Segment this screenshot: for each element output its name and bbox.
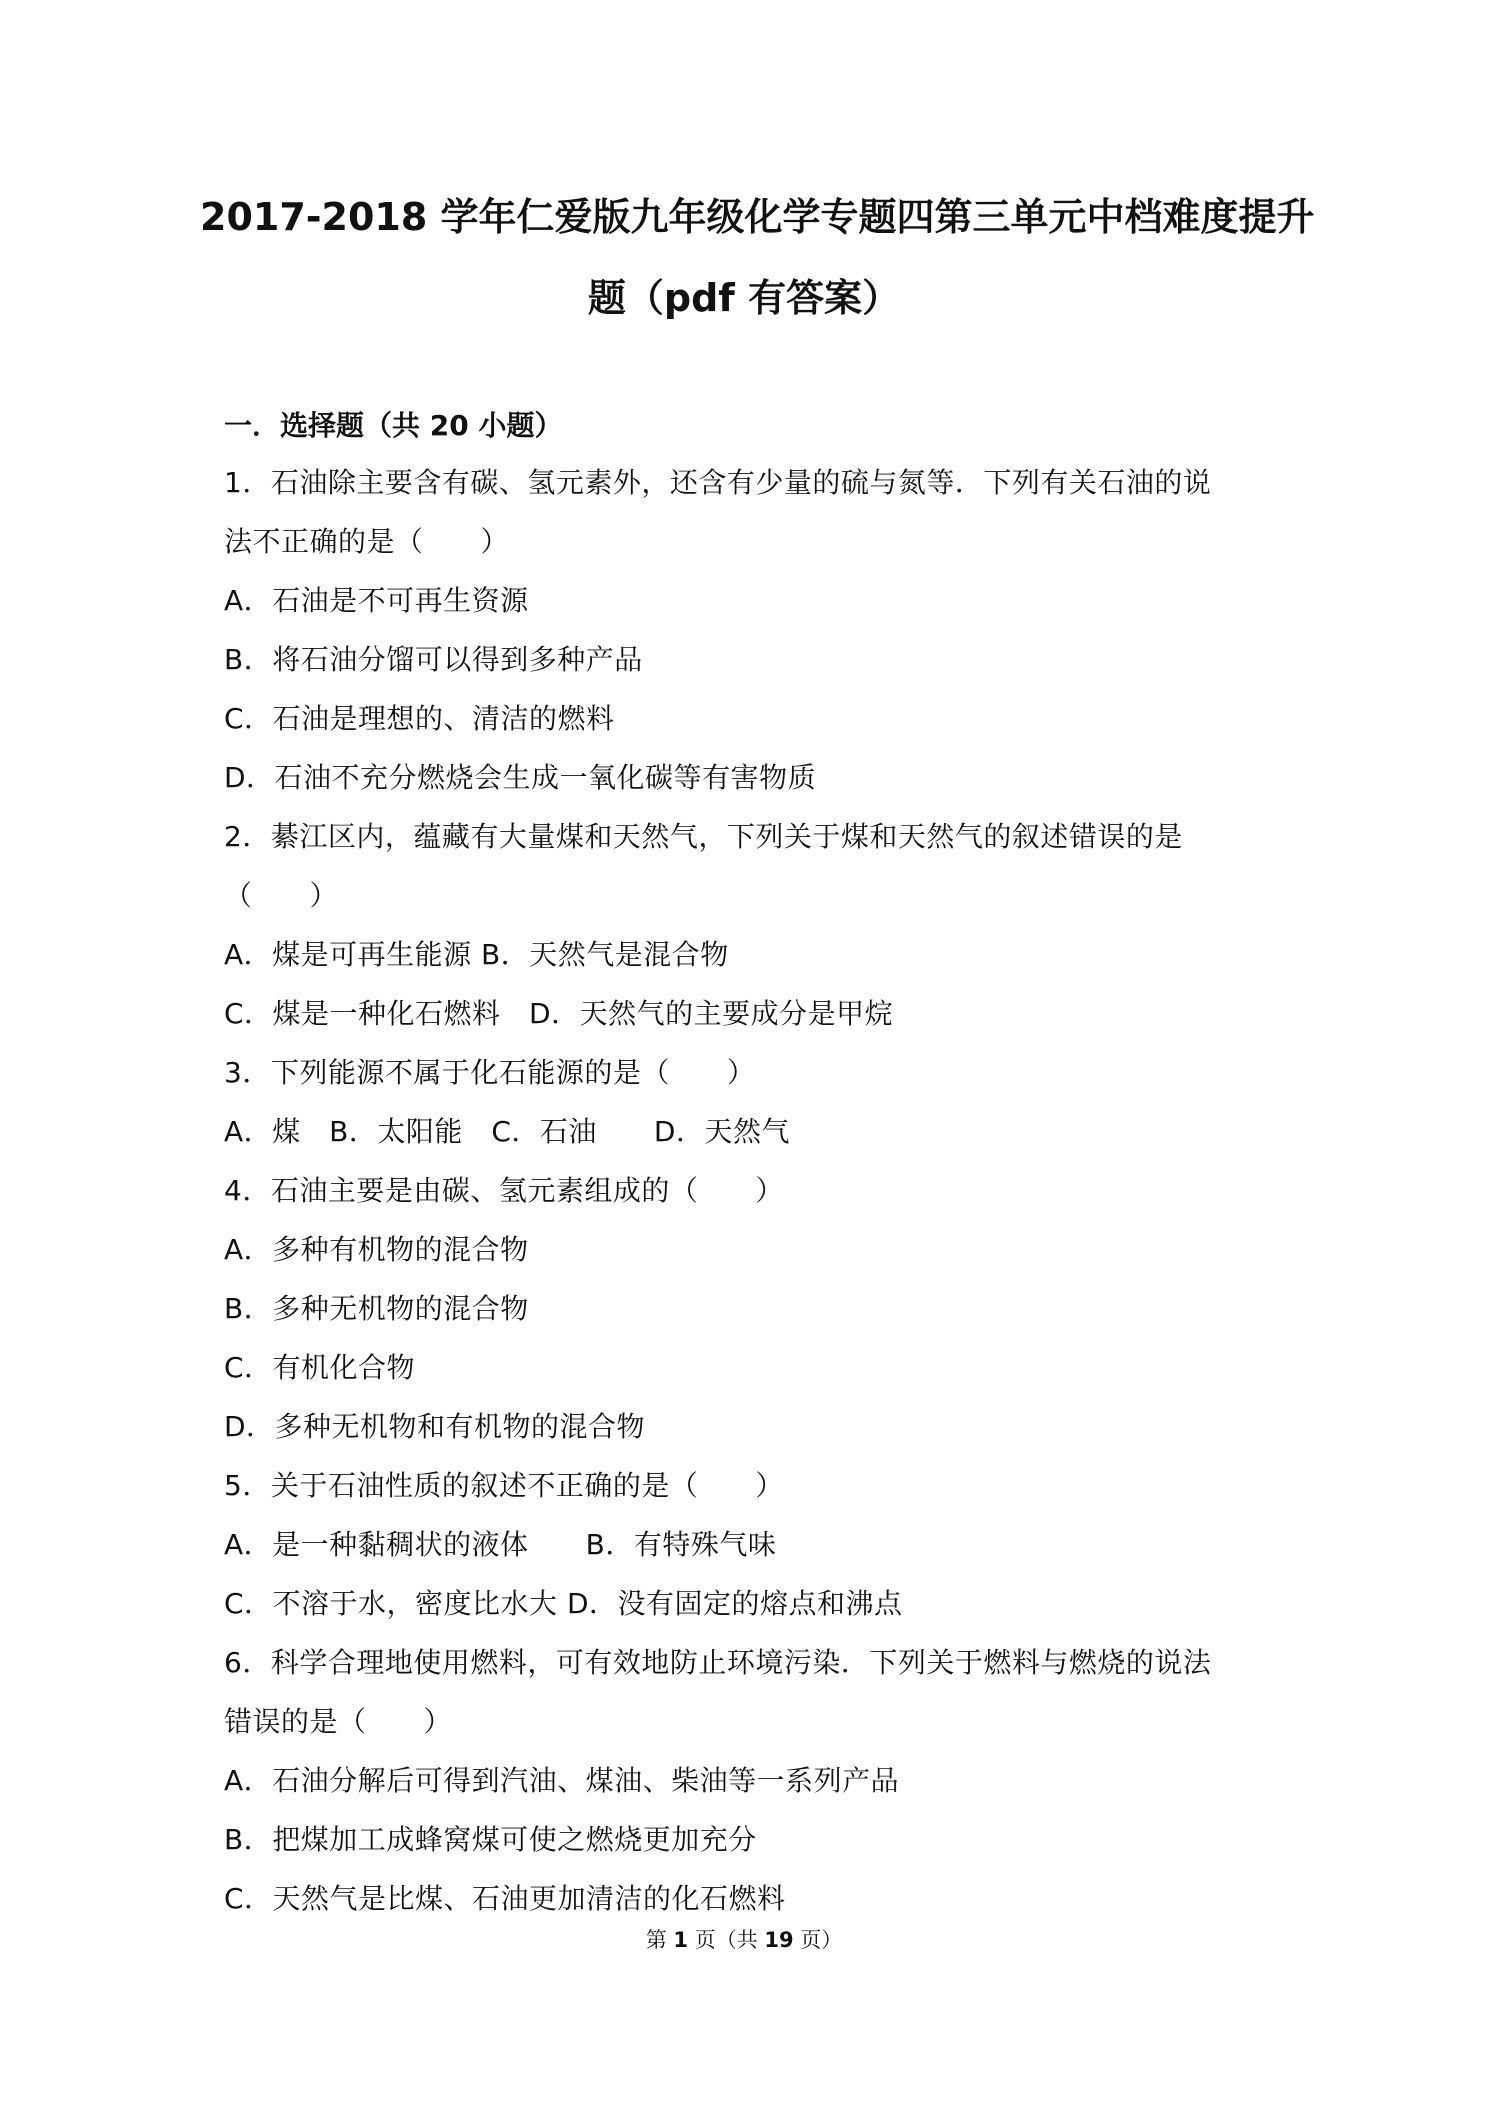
question-6-line-2: 错误的是（ ） bbox=[224, 1705, 453, 1738]
question-6-option-c: C．天然气是比煤、石油更加清洁的化石燃料 bbox=[224, 1882, 786, 1915]
question-2-line-2: （ ） bbox=[224, 879, 339, 912]
footer-total-pages: 19 bbox=[764, 1928, 794, 1952]
question-1-option-d: D．石油不充分燃烧会生成一氧化碳等有害物质 bbox=[224, 761, 817, 794]
question-1-line-2: 法不正确的是（ ） bbox=[224, 525, 510, 558]
footer-page-number: 1 bbox=[673, 1928, 689, 1952]
footer-prefix: 第 bbox=[645, 1928, 674, 1952]
question-3-options: A．煤 B．太阳能 C．石油 D．天然气 bbox=[224, 1115, 790, 1148]
footer-middle: 页（共 bbox=[688, 1928, 765, 1952]
question-3-line-1: 3．下列能源不属于化石能源的是（ ） bbox=[224, 1056, 756, 1089]
question-2-options-cd: C．煤是一种化石燃料 D．天然气的主要成分是甲烷 bbox=[224, 997, 894, 1030]
question-5-options-cd: C．不溶于水，密度比水大 D．没有固定的熔点和沸点 bbox=[224, 1587, 903, 1620]
question-5-line-1: 5．关于石油性质的叙述不正确的是（ ） bbox=[224, 1469, 784, 1502]
document-title-line-1: 2017-2018 学年仁爱版九年级化学专题四第三单元中档难度提升 bbox=[200, 195, 1315, 239]
question-1-option-c: C．石油是理想的、清洁的燃料 bbox=[224, 702, 615, 735]
document-title-line-2: 题（pdf 有答案） bbox=[587, 276, 901, 320]
question-1-line-1: 1．石油除主要含有碳、氢元素外，还含有少量的硫与氮等．下列有关石油的说 bbox=[224, 466, 1212, 499]
question-2-options-ab: A．煤是可再生能源 B．天然气是混合物 bbox=[224, 938, 729, 971]
question-6-option-a: A．石油分解后可得到汽油、煤油、柴油等一系列产品 bbox=[224, 1764, 900, 1797]
question-1-option-a: A．石油是不可再生资源 bbox=[224, 584, 529, 617]
question-6-line-1: 6．科学合理地使用燃料，可有效地防止环境污染．下列关于燃料与燃烧的说法 bbox=[224, 1646, 1212, 1679]
question-6-option-b: B．把煤加工成蜂窝煤可使之燃烧更加充分 bbox=[224, 1823, 757, 1856]
question-5-options-ab: A．是一种黏稠状的液体 B．有特殊气味 bbox=[224, 1528, 777, 1561]
question-4-option-d: D．多种无机物和有机物的混合物 bbox=[224, 1410, 646, 1443]
question-4-option-c: C．有机化合物 bbox=[224, 1351, 416, 1384]
question-1-option-b: B．将石油分馏可以得到多种产品 bbox=[224, 643, 643, 676]
question-2-line-1: 2．綦江区内，蕴藏有大量煤和天然气，下列关于煤和天然气的叙述错误的是 bbox=[224, 820, 1183, 853]
question-4-line-1: 4．石油主要是由碳、氢元素组成的（ ） bbox=[224, 1174, 784, 1207]
question-4-option-a: A．多种有机物的混合物 bbox=[224, 1233, 529, 1266]
page-footer bbox=[0, 1924, 1488, 1954]
section-heading: 一．选择题（共 20 小题） bbox=[224, 409, 563, 442]
footer-suffix: 页） bbox=[793, 1928, 843, 1952]
question-4-option-b: B．多种无机物的混合物 bbox=[224, 1292, 529, 1325]
